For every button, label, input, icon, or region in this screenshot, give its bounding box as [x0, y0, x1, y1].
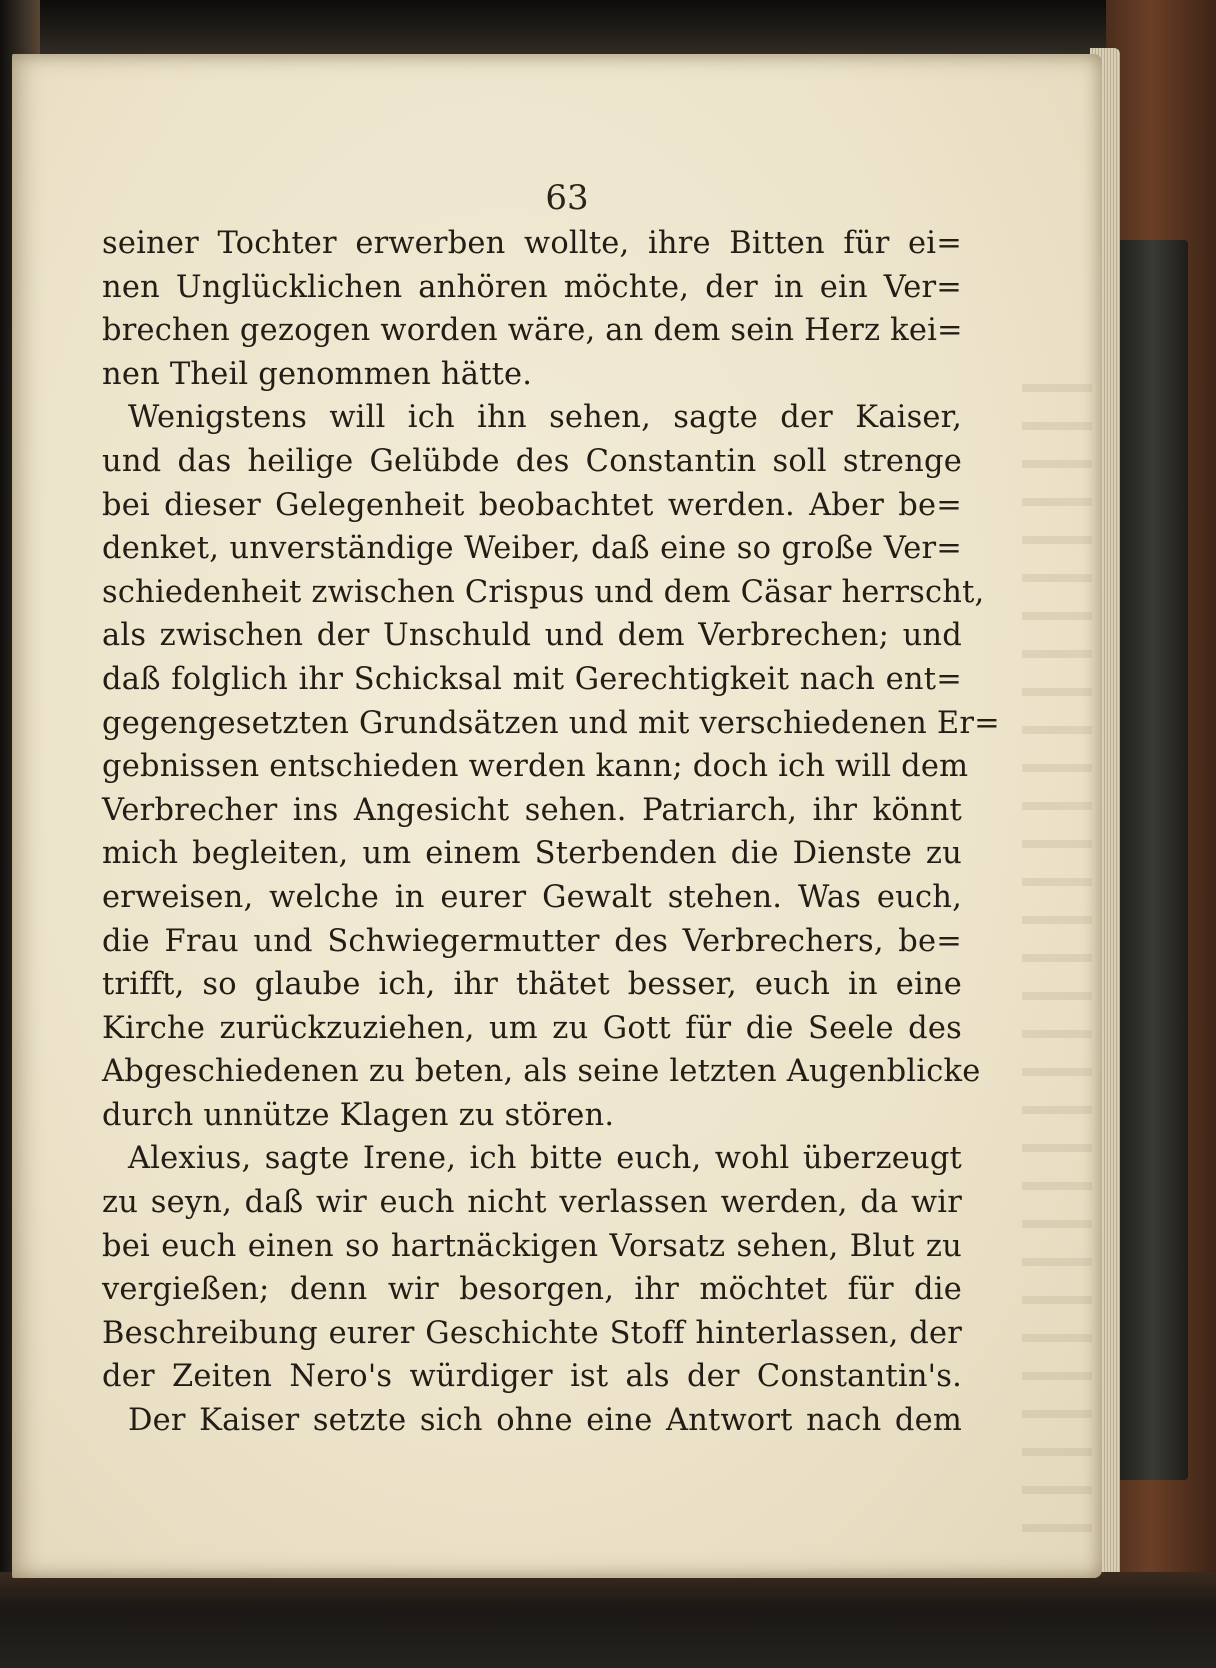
text-line: Abgeschiedenen zu beten, als seine letzten Augenblicke: [102, 1054, 981, 1090]
text-line: Alexius, sagte Irene, ich bitte euch, wohl überzeugt: [128, 1141, 962, 1177]
text-line: Verbrecher ins Angesicht sehen. Patriarch, ihr könnt: [102, 792, 962, 828]
text-line: brechen gezogen worden wäre, an dem sein Herz kei=: [102, 313, 963, 349]
book-cover-right: [1106, 0, 1216, 1668]
text-line: bei euch einen so hartnäckigen Vorsatz sehen, Blut zu: [102, 1228, 962, 1264]
page-text: [102, 222, 1000, 1443]
text-line: erweisen, welche in eurer Gewalt stehen. Was euch,: [102, 879, 962, 915]
text-line: nen Theil genommen hätte.: [102, 356, 533, 392]
text-line: denket, unverständige Weiber, daß eine so große Ver=: [102, 531, 962, 567]
text-line: gegengesetzten Grundsätzen und mit verschiedenen Er=: [102, 705, 1000, 741]
text-line: nen Unglücklichen anhören möchte, der in ein Ver=: [102, 269, 962, 305]
text-line: daß folglich ihr Schicksal mit Gerechtigkeit nach ent=: [102, 661, 962, 697]
text-line: seiner Tochter erwerben wollte, ihre Bitten für ei=: [102, 226, 962, 261]
text-line: Kirche zurückzuziehen, um zu Gott für die Seele des: [102, 1010, 962, 1046]
text-line: Wenigstens will ich ihn sehen, sagte der Kaiser,: [128, 400, 962, 436]
text-line: durch unnütze Klagen zu stören.: [102, 1097, 615, 1133]
text-line: mich begleiten, um einem Sterbenden die Dienste zu: [102, 836, 962, 872]
text-line: schiedenheit zwischen Crispus und dem Cäsar herrscht,: [102, 574, 985, 610]
text-line: die Frau und Schwiegermutter des Verbrechers, be=: [102, 923, 962, 959]
page-number: 63: [545, 178, 589, 218]
text-line: vergießen; denn wir besorgen, ihr möchtet für die: [102, 1272, 962, 1308]
text-line: Der Kaiser setzte sich ohne eine Antwort nach dem: [128, 1403, 962, 1439]
book-page: [12, 54, 1102, 1578]
text-line: und das heilige Gelübde des Constantin soll strenge: [102, 443, 962, 479]
text-line: Beschreibung eurer Geschichte Stoff hinterlassen, der: [102, 1315, 962, 1351]
text-line: trifft, so glaube ich, ihr thätet besser, euch in eine: [102, 967, 962, 1003]
bleed-through-text: [1022, 354, 1092, 1554]
text-line: zu seyn, daß wir euch nicht verlassen werden, da wir: [102, 1185, 962, 1221]
bottom-cover-band: [0, 1572, 1216, 1668]
text-line: als zwischen der Unschuld und dem Verbrechen; und: [102, 618, 962, 654]
text-line: gebnissen entschieden werden kann; doch ich will dem: [102, 749, 969, 785]
text-line: der Zeiten Nero's würdiger ist als der Constantin's.: [102, 1359, 962, 1395]
text-line: bei dieser Gelegenheit beobachtet werden. Aber be=: [102, 487, 962, 523]
